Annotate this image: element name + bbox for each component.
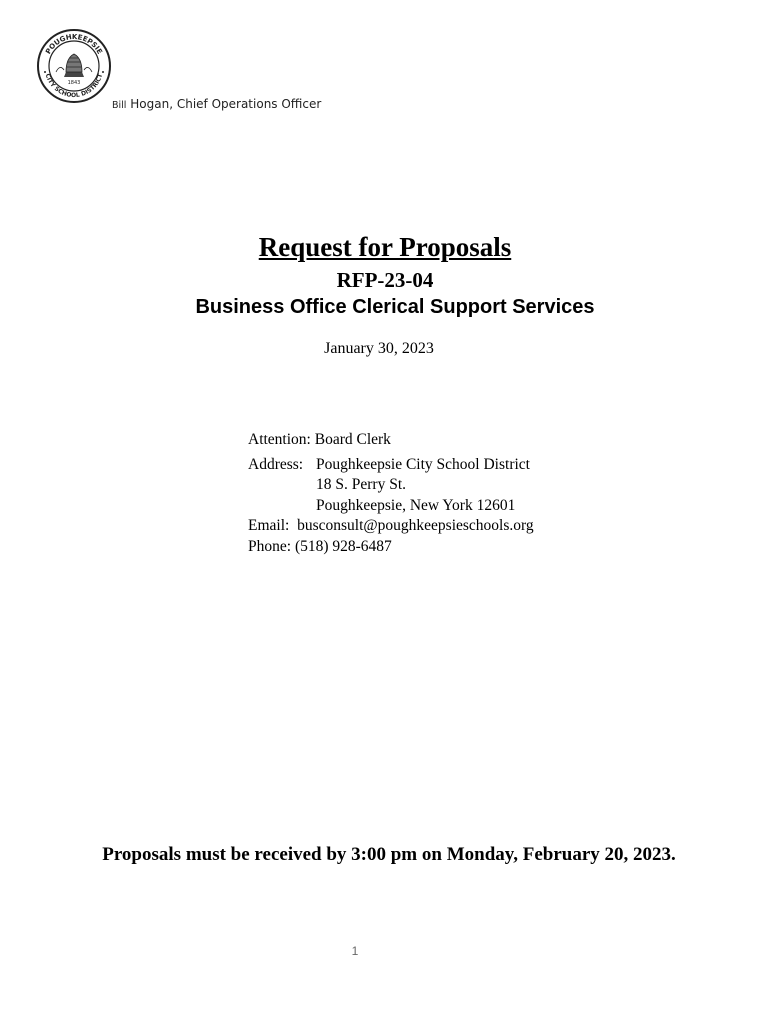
address-line-1: Poughkeepsie City School District — [316, 455, 530, 473]
district-seal-logo — [36, 28, 112, 104]
author-first-name: Bill — [112, 100, 127, 111]
svg-text:CITY SCHOOL DISTRICT: CITY SCHOOL DISTRICT — [43, 72, 105, 100]
attention-value: Board Clerk — [314, 431, 391, 448]
attention-row — [248, 430, 534, 451]
svg-text:1843: 1843 — [67, 80, 81, 86]
email-address: busconsult@poughkeepsieschools.org — [297, 517, 534, 534]
submission-deadline: Proposals must be received by 3:00 pm on Monday, February 20, 2023. — [102, 844, 676, 865]
contact-block — [248, 430, 534, 557]
email-row — [248, 516, 534, 537]
address-line-3: Poughkeepsie, New York 12601 — [316, 496, 516, 514]
address-line-2-row — [248, 475, 534, 496]
rfp-number: RFP-23-04 — [336, 268, 434, 292]
document-title: Request for Proposals — [258, 232, 512, 262]
phone-row — [248, 537, 534, 558]
author-name-title: Hogan, Chief Operations Officer — [130, 97, 322, 111]
svg-text:POUGHKEEPSIE: POUGHKEEPSIE — [44, 32, 104, 56]
author-line — [112, 97, 321, 111]
address-label: Address: — [248, 455, 304, 473]
address-line-2: 18 S. Perry St. — [316, 476, 406, 493]
phone-label: Phone: — [248, 537, 292, 555]
address-row — [248, 455, 534, 476]
document-subtitle: Business Office Clerical Support Services — [195, 296, 595, 318]
page-number: 1 — [351, 944, 359, 958]
document-date: January 30, 2023 — [324, 340, 434, 357]
phone-number: (518) 928-6487 — [294, 537, 392, 555]
attention-label: Attention: — [248, 431, 311, 448]
email-label: Email: — [248, 517, 290, 534]
address-line-3-row — [248, 496, 534, 517]
